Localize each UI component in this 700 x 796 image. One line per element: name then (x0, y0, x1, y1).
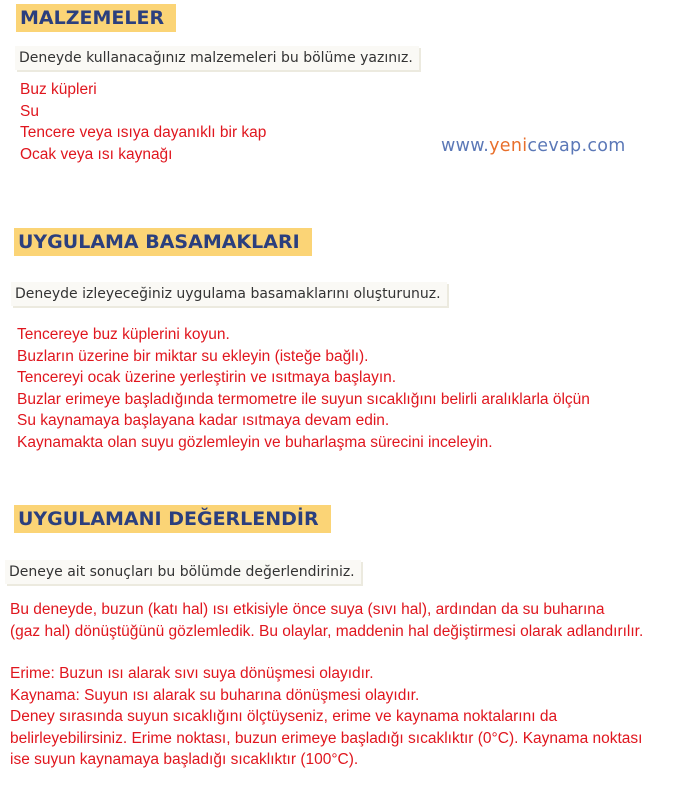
paragraph-line: Erime: Buzun ısı alarak sıvı suya dönüşmesi olayıdır. (10, 665, 374, 682)
list-item: Buz küpleri (20, 81, 97, 98)
paragraph-line: belirleyebilirsiniz. Erime noktası, buzun erimeye başladığı sıcaklıktır (0°C). Kaynama noktası (10, 729, 643, 747)
paragraph-line: (gaz hal) dönüştüğünü gözlemledik. Bu olaylar, maddenin hal değiştirmesi olarak adlandırılır. (10, 622, 644, 640)
steps-instruction: Deneyde izleyeceğiniz uygulama basamaklarını oluşturunuz. (11, 282, 447, 306)
materials-list (20, 79, 266, 165)
watermark-prefix: www. (441, 136, 490, 156)
steps-list (17, 324, 590, 453)
watermark-accent: yeni (489, 136, 528, 156)
list-item: Tencereye buz küplerini koyun. (17, 326, 230, 343)
paragraph-line: Deney sırasında suyun sıcaklığını ölçtüyseniz, erime ve kaynama noktalarını da (10, 708, 558, 725)
list-item: Buzlar erimeye başladığında termometre ile suyun sıcaklığını belirli aralıklarla ölçün (17, 390, 590, 408)
evaluation-paragraph-2 (10, 663, 642, 771)
evaluation-heading: UYGULAMANI DEĞERLENDİR (14, 505, 331, 533)
evaluation-instruction: Deneye ait sonuçları bu bölümde değerlendiriniz. (5, 560, 361, 584)
list-item: Tencereyi ocak üzerine yerleştirin ve ısıtmaya başlayın. (17, 369, 397, 386)
list-item: Buzların üzerine bir miktar su ekleyin (isteğe bağlı). (17, 347, 369, 365)
evaluation-paragraph-1 (10, 599, 643, 642)
list-item: Tencere veya ısıya dayanıklı bir kap (20, 124, 267, 141)
steps-heading: UYGULAMA BASAMAKLARI (14, 228, 312, 256)
paragraph-line: Kaynama: Suyun ısı alarak su buharına dönüşmesi olayıdır. (10, 686, 420, 704)
list-item: Su kaynamaya başlayana kadar ısıtmaya devam edin. (17, 412, 390, 429)
paragraph-line: Bu deneyde, buzun (katı hal) ısı etkisiyle önce suya (sıvı hal), ardından da su buharına (10, 601, 605, 618)
paragraph-line: ise suyun kaynamaya başladığı sıcaklıktır (100°C). (10, 751, 359, 768)
list-item: Kaynamakta olan suyu gözlemleyin ve buharlaşma sürecini inceleyin. (17, 433, 493, 451)
materials-instruction: Deneyde kullanacağınız malzemeleri bu bölüme yazınız. (15, 46, 419, 70)
materials-heading: MALZEMELER (16, 4, 176, 32)
watermark (441, 136, 626, 156)
list-item: Su (20, 102, 39, 120)
list-item: Ocak veya ısı kaynağı (20, 145, 173, 163)
watermark-rest: cevap.com (527, 136, 626, 156)
